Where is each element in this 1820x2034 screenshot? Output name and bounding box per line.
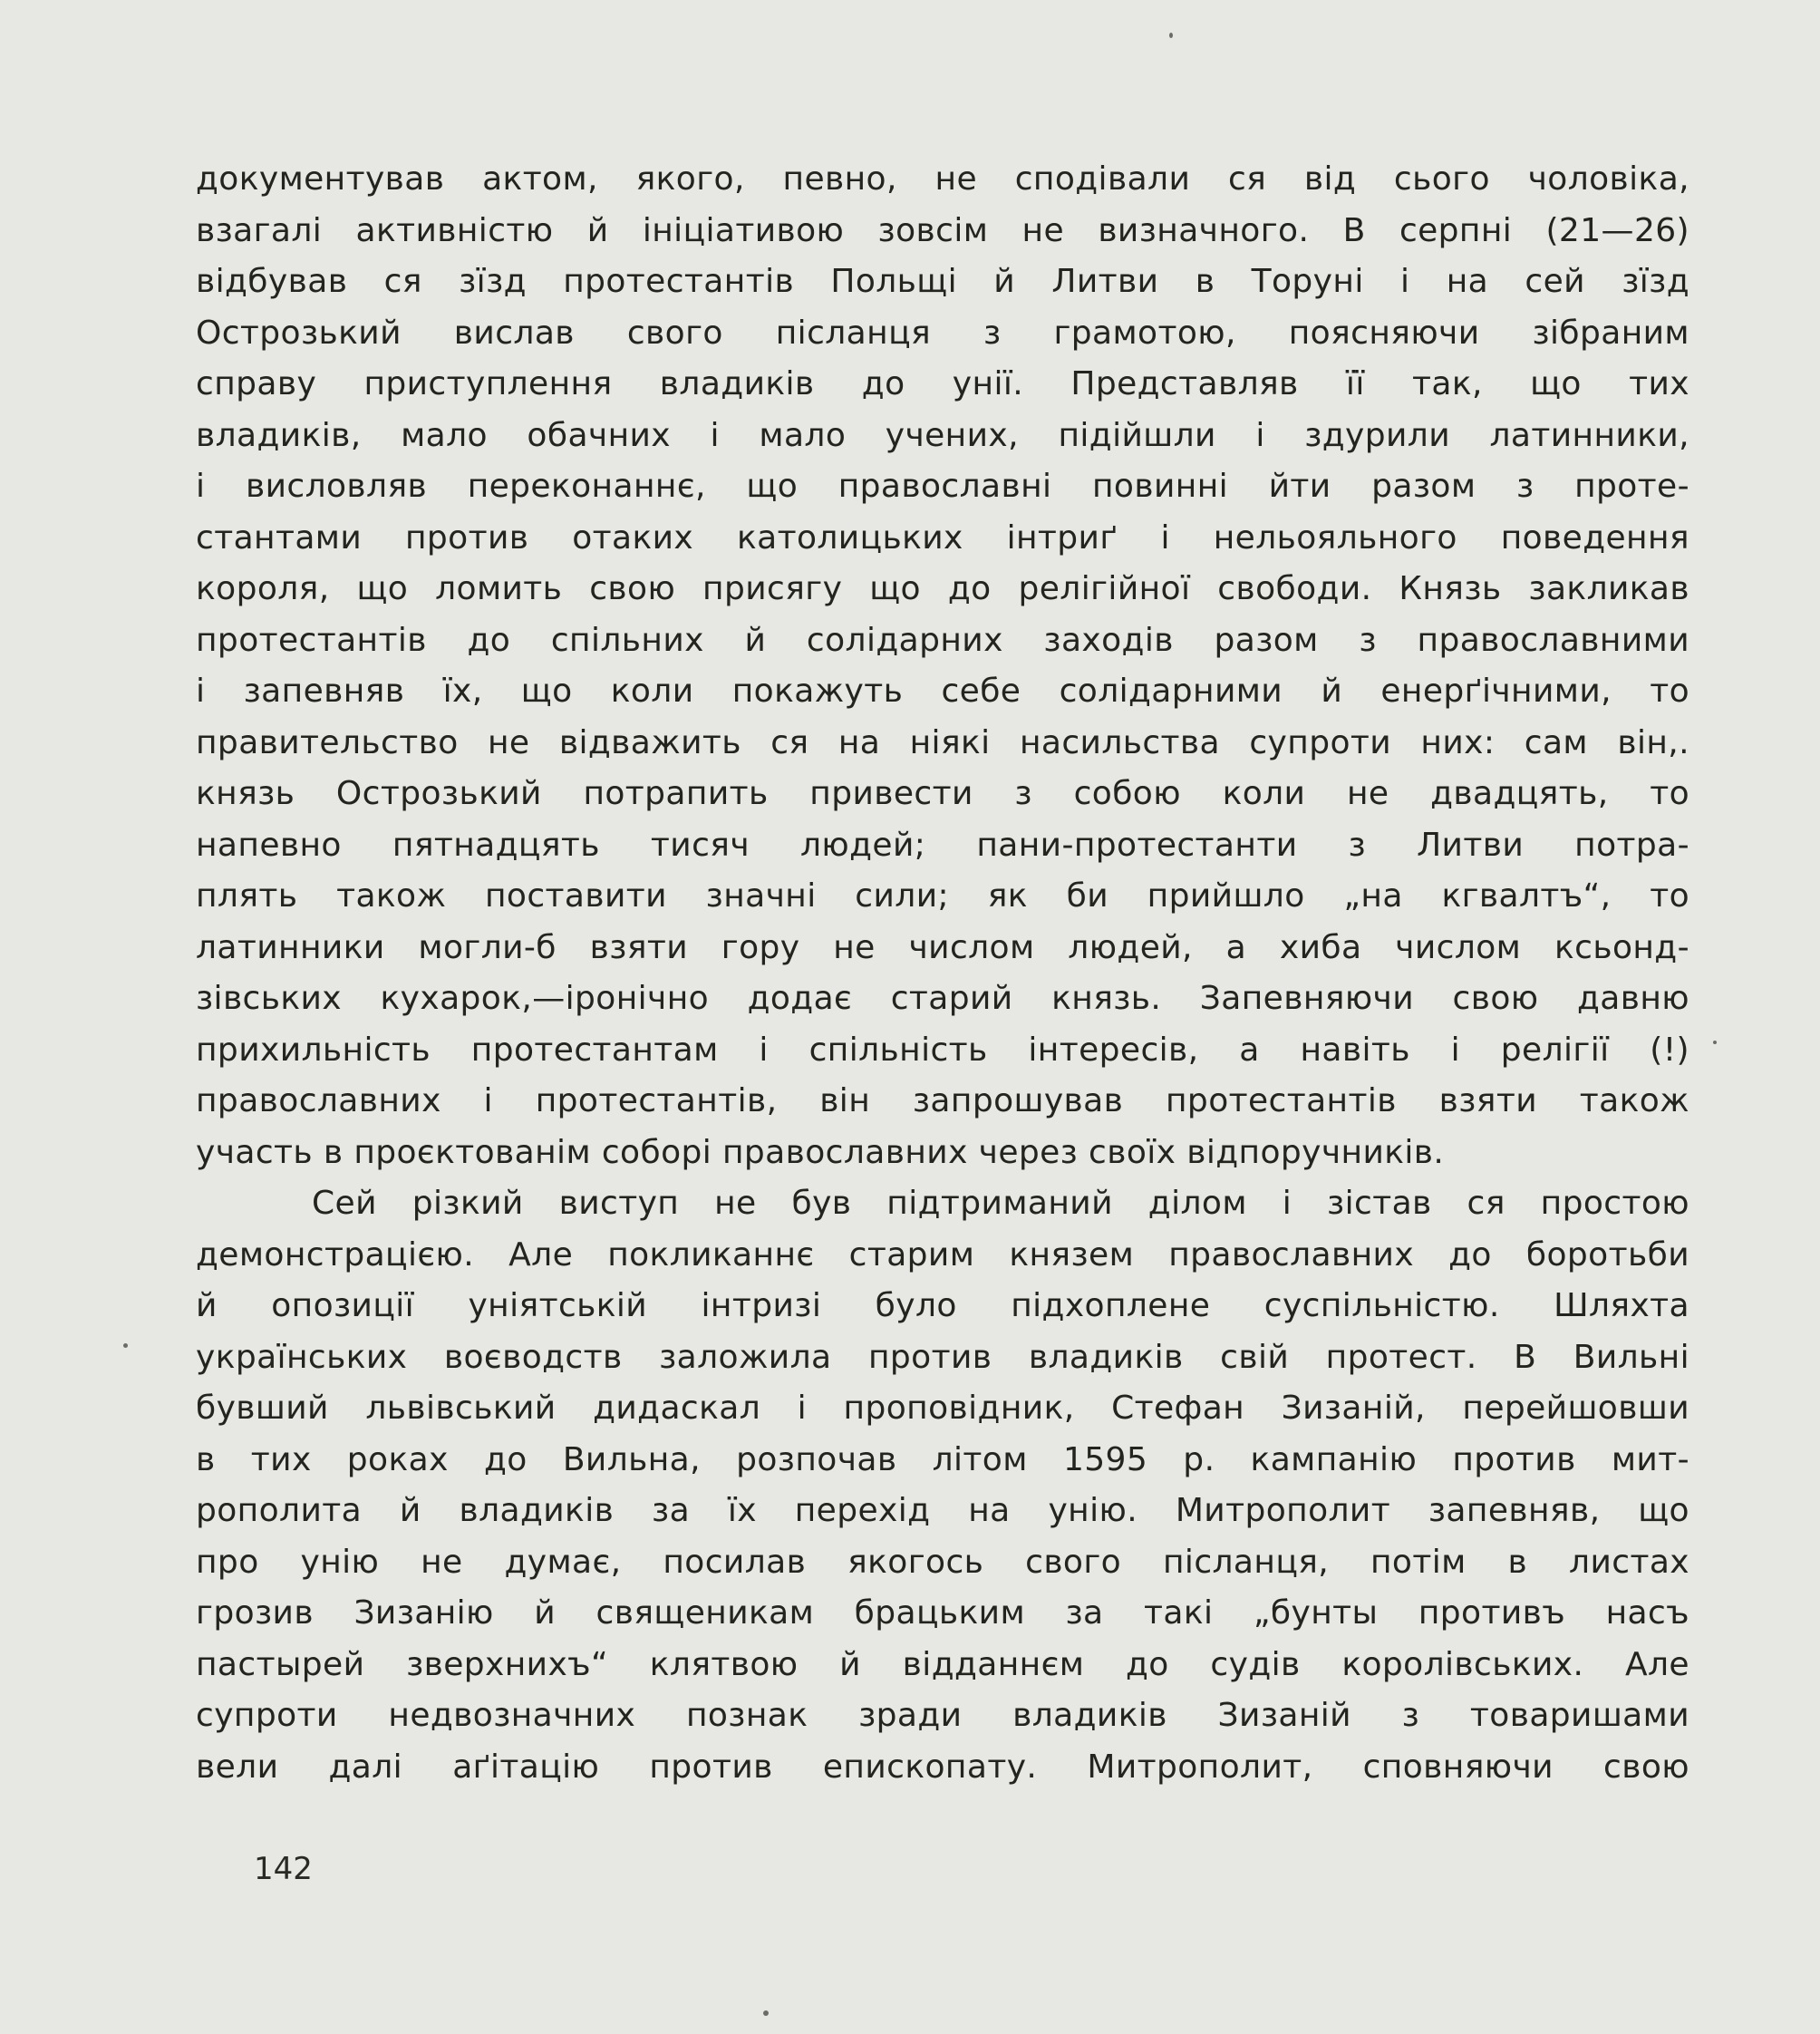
text-line: православних і протестантів, він запрошував протестантів взяти також <box>196 1082 1689 1119</box>
text-line: в тих роках до Вильна, розпочав літом 1595 р. кампанію против мит- <box>196 1440 1689 1478</box>
text-line: Острозький вислав свого післанця з грамотою, поясняючи зібраним <box>196 314 1689 352</box>
text-line: Сей різкий виступ не був підтриманий ділом і зістав ся простою <box>312 1185 1689 1222</box>
text-line: пастырей зверхнихъ“ клятвою й відданнєм до судів королівських. Але <box>196 1645 1689 1683</box>
text-line: стантами против отаких католицьких інтриґ і нельояльного поведення <box>196 518 1689 557</box>
text-line: зівських кухарок,—іронічно додає старий князь. Запевняючи свою давню <box>196 980 1689 1017</box>
text-line: й опозиції уніятській інтризі було підхоплене суспільністю. Шляхта <box>196 1287 1689 1324</box>
text-line: українських воєводств заложила против владиків свій протест. В Вильні <box>196 1338 1689 1376</box>
paper-speck <box>1713 1041 1717 1044</box>
text-line: плять також поставити значні сили; як би прийшло „на кгвалтъ“, то <box>196 877 1689 915</box>
text-line: участь в проєктованім соборі православних через своїх відпоручників. <box>196 1133 1445 1171</box>
page-number: 142 <box>254 1851 313 1887</box>
paper-speck <box>123 1343 128 1348</box>
text-line: документував актом, якого, певно, не сподівали ся від сього чоловіка, <box>196 160 1689 198</box>
text-line: латинники могли-б взяти гору не числом людей, а хиба числом ксьонд- <box>196 928 1689 966</box>
text-line: князь Острозький потрапить привести з собою коли не двадцять, то <box>196 775 1689 812</box>
text-line: і запевняв їх, що коли покажуть себе солідарними й енерґічними, то <box>196 673 1689 710</box>
text-line: справу приступлення владиків до унії. Представляв її так, що тих <box>196 365 1689 402</box>
text-line: правительство не відважить ся на ніякі насильства супроти них: сам він,. <box>196 723 1689 761</box>
text-line: напевно пятнадцять тисяч людей; пани-протестанти з Литви потра- <box>196 826 1689 864</box>
text-line: бувший львівський дидаскал і проповідник, Стефан Зизаній, перейшовши <box>196 1390 1689 1427</box>
text-line: демонстрацією. Але покликаннє старим князем православних до боротьби <box>196 1235 1689 1274</box>
text-line: рополита й владиків за їх перехід на унію. Митрополит запевняв, що <box>196 1492 1689 1529</box>
text-line: вели далі аґітацію против епископату. Митрополит, сповняючи свою <box>196 1748 1689 1786</box>
text-line: грозив Зизанію й священикам брацьким за такі „бунты противъ насъ <box>196 1594 1689 1632</box>
text-line: прихильність протестантам і спільність інтересів, а навіть і релігії (!) <box>196 1031 1689 1069</box>
text-line: владиків, мало обачних і мало учених, підійшли і здурили латинники, <box>196 416 1689 454</box>
body-text <box>196 154 1689 1793</box>
paper-speck <box>763 2010 769 2016</box>
text-line: протестантів до спільних й солідарних заходів разом з православними <box>196 621 1689 659</box>
text-line: короля, що ломить свою присягу що до релігійної свободи. Князь закликав <box>196 570 1689 607</box>
text-line: взагалі активністю й ініціативою зовсім не визначного. В серпні (21—26) <box>196 211 1689 249</box>
text-line: про унію не думає, посилав якогось свого післанця, потім в листах <box>196 1543 1689 1581</box>
text-line: відбував ся зїзд протестантів Польщі й Литви в Торуні і на сей зїзд <box>196 263 1689 300</box>
text-line: супроти недвозначних познак зради владиків Зизаній з товаришами <box>196 1697 1689 1734</box>
text-line: і висловляв переконаннє, що православні повинні йти разом з проте- <box>196 468 1689 505</box>
paper-speck <box>1169 33 1173 38</box>
